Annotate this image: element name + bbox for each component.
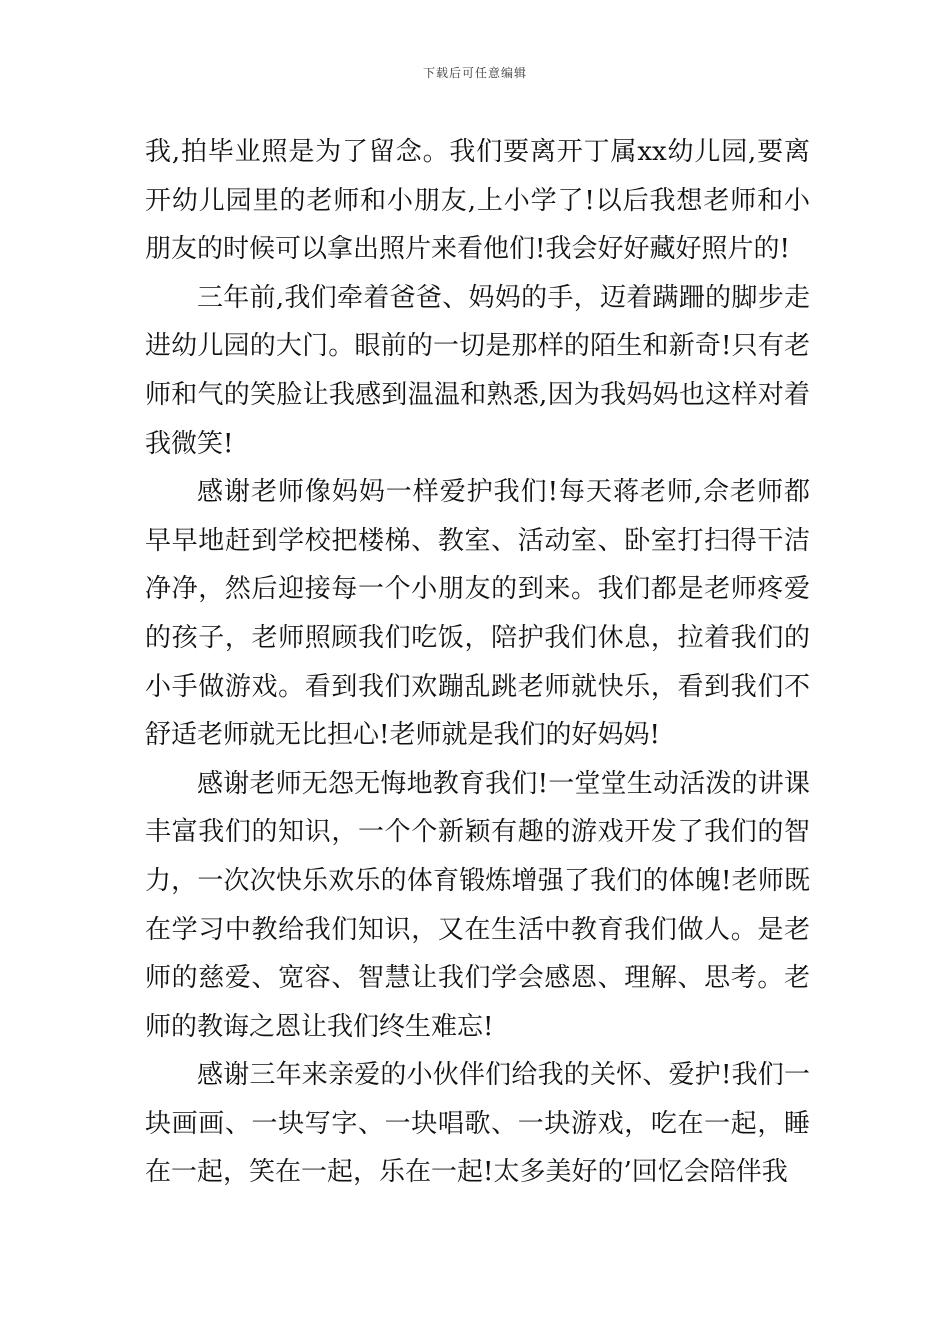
page-header-note: 下载后可任意编辑	[422, 66, 527, 80]
paragraph-5: 感谢三年来亲爱的小伙伴们给我的关怀、爱护!我们一块画画、一块写字、一块唱歌、一块游戏，吃在一起，睡在一起，笑在一起，乐在一起!太多美好的’回忆会陪伴我	[145, 1060, 810, 1188]
document-body	[145, 128, 810, 1197]
paragraph-1: 我,拍毕业照是为了留念。我们要离开丁属xx幼儿园,要离开幼儿园里的老师和小朋友,上小学了!以后我想老师和小朋友的时候可以拿出照片来看他们!我会好好藏好照片的!	[145, 137, 810, 265]
paragraph-3: 感谢老师像妈妈一样爱护我们!每天蒋老师,佘老师都早早地赶到学校把楼梯、教室、活动室、卧室打扫得干洁净净，然后迎接每一个小朋友的到来。我们都是老师疼爱的孩子，老师照顾我们吃饭，陪护我们休息，拉着我们的小手做游戏。看到我们欢蹦乱跳老师就快乐，看到我们不舒适老师就无比担心!老师就是我们的好妈妈!	[145, 477, 810, 751]
paragraph-4: 感谢老师无怨无悔地教育我们!一堂堂生动活泼的讲课丰富我们的知识，一个个新颖有趣的游戏开发了我们的智力，一次次快乐欢乐的体育锻炼增强了我们的体魄!老师既在学习中教给我们知识，又在生活中教育我们做人。是老师的慈爱、宽容、智慧让我们学会感恩、理解、思考。老师的教诲之恩让我们终生难忘!	[145, 768, 810, 1042]
paragraph-2: 三年前,我们牵着爸爸、妈妈的手，迈着蹒跚的脚步走进幼儿园的大门。眼前的一切是那样的陌生和新奇!只有老师和气的笑脸让我感到温温和熟悉,因为我妈妈也这样对着我微笑!	[145, 282, 810, 459]
